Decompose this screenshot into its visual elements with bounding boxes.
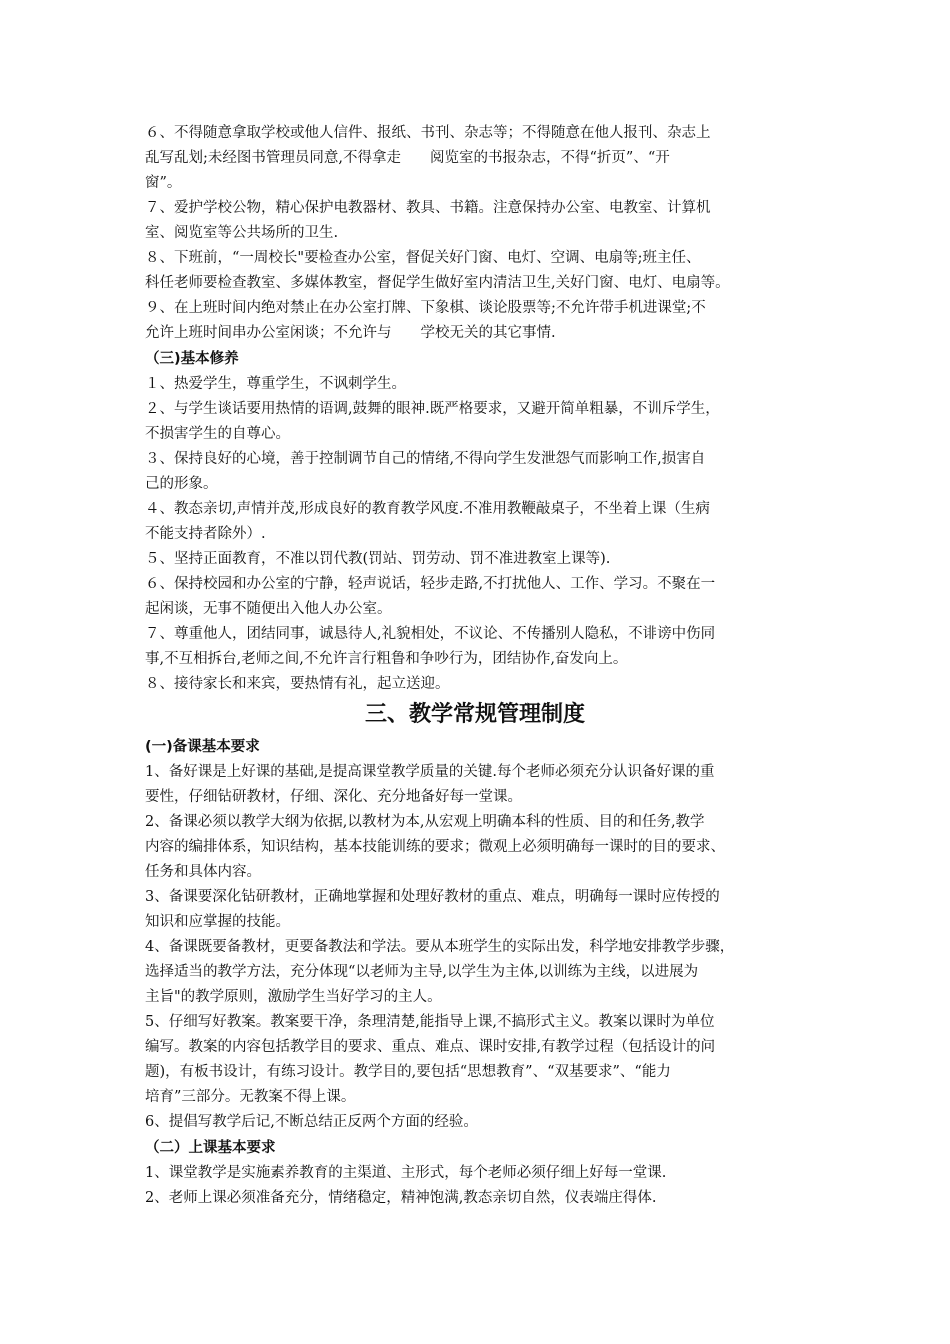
- text-line: 主旨"的教学原则，激励学生当好学习的主人。: [145, 989, 442, 1005]
- text-line: 2、备课必须以教学大纲为依据,以教材为本,从宏观上明确本科的性质、目的和任务,教学: [145, 814, 705, 830]
- text-line: 2、老师上课必须准备充分，情绪稳定，精神饱满,教态亲切自然，仪表端庄得体.: [145, 1190, 657, 1206]
- text-line: ３、保持良好的心境，善于控制调节自己的情绪,不得向学生发泄怨气而影响工作,损害自: [145, 451, 706, 467]
- text-line: 1、备好课是上好课的基础,是提高课堂教学质量的关键.每个老师必须充分认识备好课的重: [145, 764, 715, 780]
- text-line: ９、在上班时间内绝对禁止在办公室打牌、下象棋、谈论股票等;不允许带手机进课堂;不: [145, 300, 706, 316]
- text-line: ６、保持校园和办公室的宁静，轻声说话，轻步走路,不打扰他人、工作、学习。不聚在一: [145, 576, 716, 592]
- section-title: 三、教学常规管理制度: [364, 702, 585, 727]
- text-line: 起闲谈，无事不随便出入他人办公室。: [145, 601, 392, 617]
- text-line: 窗”。: [145, 175, 182, 191]
- text-line: 4、备课既要备教材，更要备教法和学法。要从本班学生的实际出发，科学地安排教学步骤，: [145, 939, 735, 955]
- text-line: 己的形象。: [145, 476, 218, 492]
- text-line: ６、不得随意拿取学校或他人信件、报纸、书刊、杂志等；不得随意在他人报刊、杂志上: [145, 125, 711, 141]
- text-line: 不损害学生的自尊心。: [145, 426, 290, 442]
- text-line: 5、仔细写好教案。教案要干净，条理清楚,能指导上课,不搞形式主义。教案以课时为单位: [145, 1014, 715, 1030]
- section-heading: （三)基本修养: [145, 351, 239, 367]
- text-line: 编写。教案的内容包括教学目的要求、重点、难点、课时安排,有教学过程（包括设计的问: [145, 1039, 716, 1055]
- text-line: 要性，仔细钻研教材，仔细、深化、充分地备好每一堂课。: [145, 789, 522, 805]
- text-line: 允许上班时间串办公室闲谈；不允许与 学校无关的其它事情.: [145, 325, 556, 341]
- text-line: ８、接待家长和来宾，要热情有礼，起立送迎。: [145, 676, 450, 692]
- text-line: 3、备课要深化钻研教材，正确地掌握和处理好教材的重点、难点，明确每一课时应传授的: [145, 889, 720, 905]
- text-line: 6、提倡写教学后记,不断总结正反两个方面的经验。: [145, 1114, 478, 1130]
- text-line: 内容的编排体系，知识结构，基本技能训练的要求；微观上必须明确每一课时的目的要求、: [145, 839, 725, 855]
- text-line: 选择适当的教学方法，充分体现“以老师为主导,以学生为主体,以训练为主线，以进展为: [145, 964, 699, 980]
- text-line: 1、课堂教学是实施素养教育的主渠道、主形式，每个老师必须仔细上好每一堂课.: [145, 1165, 667, 1181]
- text-line: 科任老师要检查教室、多媒体教室，督促学生做好室内清洁卫生,关好门窗、电灯、电扇等。: [145, 275, 730, 291]
- text-line: 事,不互相拆台,老师之间,不允许言行粗鲁和争吵行为，团结协作,奋发向上。: [145, 651, 628, 667]
- text-line: １、热爱学生，尊重学生，不讽刺学生。: [145, 376, 406, 392]
- text-line: ５、坚持正面教育，不准以罚代教(罚站、罚劳动、罚不准进教室上课等).: [145, 551, 611, 567]
- text-line: ７、爱护学校公物，精心保护电教器材、教具、书籍。注意保持办公室、电教室、计算机: [145, 200, 711, 216]
- text-line: ２、与学生谈话要用热情的语调,鼓舞的眼神.既严格要求，又避开简单粗暴，不训斥学生，: [145, 401, 720, 417]
- text-line: 任务和具体内容。: [145, 864, 261, 880]
- text-line: 题)，有板书设计，有练习设计。教学目的,要包括“思想教育”、“双基要求”、“能力: [145, 1064, 671, 1080]
- text-line: 培育”三部分。无教案不得上课。: [145, 1089, 356, 1105]
- section-heading: （二）上课基本要求: [145, 1140, 276, 1156]
- text-line: ７、尊重他人，团结同事，诚恳待人,礼貌相处，不议论、不传播别人隐私，不诽谤中伤同: [145, 626, 716, 642]
- text-line: 不能支持者除外）.: [145, 526, 266, 542]
- text-line: ４、教态亲切,声情并茂,形成良好的教育教学风度.不准用教鞭敲桌子，不坐着上课（生病: [145, 501, 710, 517]
- text-line: 室、阅览室等公共场所的卫生.: [145, 225, 339, 241]
- text-line: 乱写乱划;未经图书管理员同意,不得拿走 阅览室的书报杂志，不得“折页”、“开: [145, 150, 670, 166]
- text-line: 知识和应掌握的技能。: [145, 914, 290, 930]
- section-heading: (一)备课基本要求: [145, 739, 260, 755]
- text-line: ８、下班前，“一周校长"要检查办公室，督促关好门窗、电灯、空调、电扇等;班主任、: [145, 250, 701, 266]
